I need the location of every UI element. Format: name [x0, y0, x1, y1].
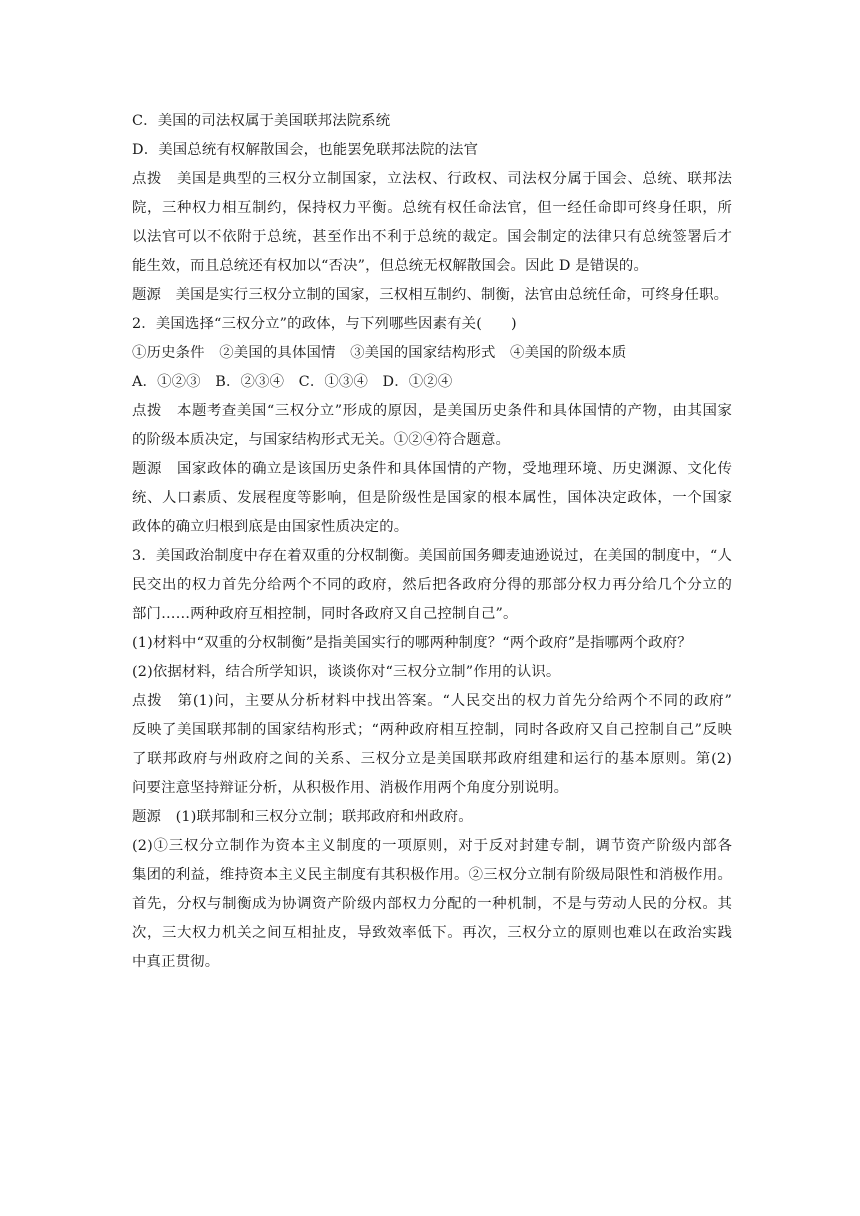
analysis-1-line-2: 院，三种权力相互制约，保持权力平衡。总统有权任命法官，但一经任命即可终身任职，所: [132, 200, 732, 216]
analysis-1-line-4: 能生效，而且总统还有权加以“否决”，但总统无权解散国会。因此 D 是错误的。: [132, 258, 648, 274]
question-3-line-3: 部门……两种政府互相控制，同时各政府又自己控制自己”。: [132, 606, 518, 622]
question-2-stem: 2．美国选择“三权分立”的政体，与下列哪些因素有关( ): [132, 316, 517, 332]
analysis-3-line-3: 了联邦政府与州政府之间的关系、三权分立是美国联邦政府组建和运行的基本原则。第(2): [132, 751, 732, 767]
question-2-factors: ①历史条件 ②美国的具体国情 ③美国的国家结构形式 ④美国的阶级本质: [132, 345, 627, 361]
source-2-line-2: 统、人口素质、发展程度等影响，但是阶级性是国家的根本属性，国体决定政体，一个国家: [132, 490, 732, 506]
source-3-line-6: 中真正贯彻。: [132, 954, 220, 970]
source-3-line-2: (2)①三权分立制作为资本主义制度的一项原则，对于反对封建专制，调节资产阶级内部各: [132, 838, 732, 854]
analysis-2-line-1: 点拨 本题考查美国“三权分立”形成的原因，是美国历史条件和具体国情的产物，由其国家: [132, 403, 732, 419]
source-1: 题源 美国是实行三权分立制的国家，三权相互制约、制衡，法官由总统任命，可终身任职。: [132, 287, 729, 303]
analysis-3-line-1: 点拨 第(1)问，主要从分析材料中找出答案。“人民交出的权力首先分给两个不同的政府”: [132, 693, 732, 709]
source-3-line-1: 题源 (1)联邦制和三权分立制；联邦政府和州政府。: [132, 809, 473, 825]
analysis-1-line-3: 以法官可以不依附于总统，甚至作出不利于总统的裁定。国会制定的法律只有总统签署后才: [132, 229, 732, 245]
analysis-1-line-1: 点拨 美国是典型的三权分立制国家，立法权、行政权、司法权分属于国会、总统、联邦法: [132, 171, 732, 187]
source-3-line-4: 首先，分权与制衡成为协调资产阶级内部权力分配的一种机制，不是与劳动人民的分权。其: [132, 896, 732, 912]
question-3-sub-1: (1)材料中“双重的分权制衡”是指美国实行的哪两种制度？“两个政府”是指哪两个政府？: [132, 635, 692, 651]
analysis-2-line-2: 的阶级本质决定，与国家结构形式无关。①②④符合题意。: [132, 432, 511, 448]
option-c: C．美国的司法权属于美国联邦法院系统: [132, 113, 391, 129]
source-3-line-3: 集团的利益，维持资本主义民主制度有其积极作用。②三权分立制有阶级局限性和消极作用。: [132, 867, 732, 883]
question-3-sub-2: (2)依据材料，结合所学知识，谈谈你对“三权分立制”作用的认识。: [132, 664, 561, 680]
analysis-3-line-4: 问要注意坚持辩证分析，从积极作用、消极作用两个角度分别说明。: [132, 780, 569, 796]
source-3-line-5: 次，三大权力机关之间互相扯皮，导致效率低下。再次，三权分立的原则也难以在政治实践: [132, 925, 732, 941]
question-3-line-2: 民交出的权力首先分给两个不同的政府，然后把各政府分得的那部分权力再分给几个分立的: [132, 577, 732, 593]
question-2-options: A．①②③ B．②③④ C．①③④ D．①②④: [132, 374, 453, 390]
option-d: D．美国总统有权解散国会，也能罢免联邦法院的法官: [132, 142, 479, 158]
source-2-line-3: 政体的确立归根到底是由国家性质决定的。: [132, 519, 409, 535]
document-page: [132, 107, 732, 977]
source-2-line-1: 题源 国家政体的确立是该国历史条件和具体国情的产物，受地理环境、历史渊源、文化传: [132, 461, 732, 477]
analysis-3-line-2: 反映了美国联邦制的国家结构形式；“两种政府相互控制，同时各政府又自己控制自己”反映: [132, 722, 732, 738]
question-3-line-1: 3．美国政治制度中存在着双重的分权制衡。美国前国务卿麦迪逊说过，在美国的制度中，“人: [132, 548, 732, 564]
